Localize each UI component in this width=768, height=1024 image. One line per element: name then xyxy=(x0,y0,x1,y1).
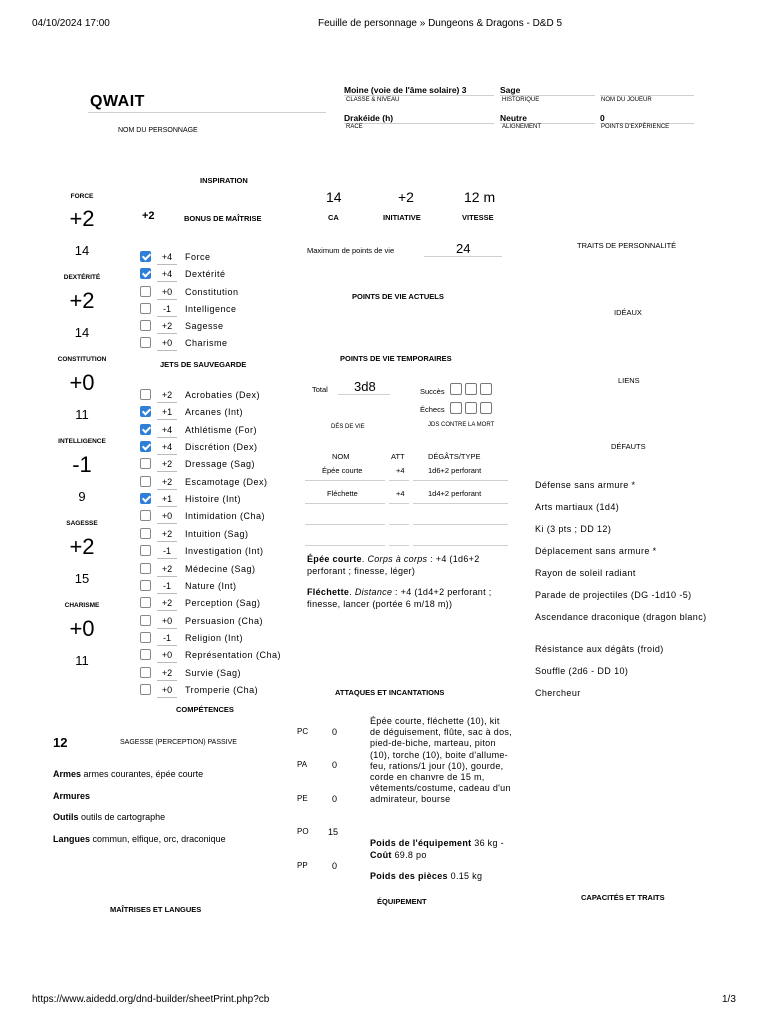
skill-checkbox[interactable] xyxy=(140,458,151,469)
skill-checkbox[interactable] xyxy=(140,406,151,417)
attacks-header-dmg: DÉGÂTS/TYPE xyxy=(428,452,481,461)
skill-name: Acrobaties (Dex) xyxy=(185,390,261,400)
skill-checkbox[interactable] xyxy=(140,580,151,591)
feature-item: Parade de projectiles (DG -1d10 -5) xyxy=(535,590,692,600)
death-success-label: Succès xyxy=(420,387,445,396)
armor-class-label: CA xyxy=(328,213,339,222)
death-success-box-2[interactable] xyxy=(465,383,477,395)
print-datetime: 04/10/2024 17:00 xyxy=(32,18,110,29)
ability-mod-intelligence: -1 xyxy=(72,452,92,477)
coin-value-pa: 0 xyxy=(332,760,338,770)
attack-row-name: Fléchette xyxy=(327,489,358,498)
attacks-header-att: ATT xyxy=(391,452,405,461)
ability-label-intelligence: INTELLIGENCE xyxy=(58,438,106,445)
save-check-constitution[interactable] xyxy=(140,286,151,297)
skill-checkbox[interactable] xyxy=(140,424,151,435)
skill-name: Dressage (Sag) xyxy=(185,459,256,469)
skill-bonus: +0 xyxy=(161,511,173,521)
ability-mod-sagesse: +2 xyxy=(69,534,95,559)
skill-bonus: -1 xyxy=(162,546,171,556)
speed-value: 12 m xyxy=(464,189,496,205)
save-name-intelligence: Intelligence xyxy=(185,304,237,314)
hp-current-label: POINTS DE VIE ACTUELS xyxy=(352,292,444,301)
hp-temp-label: POINTS DE VIE TEMPORAIRES xyxy=(340,354,452,363)
feature-item: Déplacement sans armure * xyxy=(535,546,657,556)
class-level-label: CLASSE & NIVEAU xyxy=(346,97,400,103)
skill-name: Religion (Int) xyxy=(185,633,244,643)
skill-checkbox[interactable] xyxy=(140,632,151,643)
skill-name: Perception (Sag) xyxy=(185,598,261,608)
skill-bonus: +2 xyxy=(161,459,173,469)
skill-name: Tromperie (Cha) xyxy=(185,685,259,695)
skill-name: Escamotage (Dex) xyxy=(185,477,268,487)
inspiration-label: INSPIRATION xyxy=(200,176,248,185)
hit-dice-label: DÉS DE VIE xyxy=(331,424,365,430)
skill-name: Investigation (Int) xyxy=(185,546,264,556)
skill-name: Survie (Sag) xyxy=(185,668,242,678)
attack-row-dmg: 1d4+2 perforant xyxy=(428,489,482,498)
equipment-label: ÉQUIPEMENT xyxy=(377,897,427,906)
skill-name: Persuasion (Cha) xyxy=(185,616,264,626)
attack-row-att: +4 xyxy=(396,466,405,475)
attacks-label: ATTAQUES ET INCANTATIONS xyxy=(335,688,445,697)
ability-label-constitution: CONSTITUTION xyxy=(57,356,107,363)
feature-item: Ascendance draconique (dragon blanc) xyxy=(535,612,707,622)
coin-label-pa: PA xyxy=(297,760,308,769)
coin-label-pp: PP xyxy=(297,861,308,870)
skill-checkbox[interactable] xyxy=(140,389,151,400)
ability-label-charisme: CHARISME xyxy=(64,602,100,609)
skill-checkbox[interactable] xyxy=(140,597,151,608)
skill-name: Arcanes (Int) xyxy=(185,407,244,417)
coin-label-pe: PE xyxy=(297,794,308,803)
ability-score-intelligence: 9 xyxy=(78,489,86,504)
xp-label: POINTS D'EXPÉRIENCE xyxy=(601,124,670,130)
skill-bonus: +0 xyxy=(161,650,173,660)
hp-max-value: 24 xyxy=(456,241,471,256)
armor-class-value: 14 xyxy=(326,189,342,205)
flaws-label: DÉFAUTS xyxy=(611,442,646,451)
ability-label-force: FORCE xyxy=(70,193,94,200)
save-bonus-sagesse: +2 xyxy=(161,321,173,331)
ability-label-dexterite: DEXTÉRITÉ xyxy=(63,274,101,281)
passive-perception-label: SAGESSE (PERCEPTION) PASSIVE xyxy=(120,739,237,746)
hit-dice-total-label: Total xyxy=(312,385,328,394)
print-title: Feuille de personnage » Dungeons & Dragons - D&D 5 xyxy=(318,18,563,29)
feature-item: Défense sans armure * xyxy=(535,480,636,490)
ability-score-constitution: 11 xyxy=(75,407,89,422)
death-fail-box-2[interactable] xyxy=(465,402,477,414)
skill-checkbox[interactable] xyxy=(140,667,151,678)
proficiencies-languages-label: MAÎTRISES ET LANGUES xyxy=(110,905,202,914)
save-check-intelligence[interactable] xyxy=(140,303,151,314)
death-fail-box-1[interactable] xyxy=(450,402,462,414)
skill-bonus: +4 xyxy=(161,425,173,435)
prof-armures: Armures xyxy=(53,791,91,801)
passive-perception-value: 12 xyxy=(53,735,68,750)
race-label: RACE xyxy=(346,124,363,130)
coin-value-po: 15 xyxy=(328,827,339,837)
ability-mod-dexterite: +2 xyxy=(69,288,95,313)
initiative-label: INITIATIVE xyxy=(383,213,421,222)
features-label: CAPACITÉS ET TRAITS xyxy=(581,893,665,902)
equipment-weight-cost: Poids de l'équipement 36 kg - Coût 69.8 po xyxy=(370,838,504,860)
hit-dice-value: 3d8 xyxy=(354,379,376,394)
death-success-box-1[interactable] xyxy=(450,383,462,395)
print-page-number: 1/3 xyxy=(722,994,736,1005)
coin-value-pe: 0 xyxy=(332,794,338,804)
attack-description-1: Épée courte. Corps à corps : +4 (1d6+2 perforant ; finesse, léger) xyxy=(307,554,480,576)
skill-checkbox[interactable] xyxy=(140,684,151,695)
bonds-label: LIENS xyxy=(618,376,640,385)
skill-bonus: +4 xyxy=(161,442,173,452)
skill-checkbox[interactable] xyxy=(140,493,151,504)
ability-score-sagesse: 15 xyxy=(74,571,90,586)
hp-max-label: Maximum de points de vie xyxy=(307,246,395,255)
prof-outils: Outils outils de cartographe xyxy=(53,812,166,822)
save-name-sagesse: Sagesse xyxy=(185,321,224,331)
death-fail-label: Échecs xyxy=(420,405,445,414)
skill-bonus: +0 xyxy=(161,685,173,695)
ideals-label: IDÉAUX xyxy=(614,308,642,317)
save-name-dexterite: Dextérité xyxy=(185,269,226,279)
skill-checkbox[interactable] xyxy=(140,649,151,660)
skill-checkbox[interactable] xyxy=(140,476,151,487)
skill-bonus: +1 xyxy=(161,494,173,504)
skill-bonus: +2 xyxy=(161,598,173,608)
ability-mod-constitution: +0 xyxy=(69,370,95,395)
ability-mod-charisme: +0 xyxy=(69,616,95,641)
skill-name: Représentation (Cha) xyxy=(185,650,282,660)
save-check-charisme[interactable] xyxy=(140,337,151,348)
skill-bonus: +2 xyxy=(161,668,173,678)
save-name-charisme: Charisme xyxy=(185,338,228,348)
coin-value-pc: 0 xyxy=(332,727,338,737)
speed-label: VITESSE xyxy=(462,213,494,222)
prof-armes: Armes armes courantes, épée courte xyxy=(53,769,204,779)
attack-row-dmg: 1d6+2 perforant xyxy=(428,466,482,475)
feature-item: Souffle (2d6 - DD 10) xyxy=(535,666,629,676)
alignment-value: Neutre xyxy=(500,113,527,123)
save-bonus-charisme: +0 xyxy=(161,338,173,348)
skills-label: COMPÉTENCES xyxy=(176,705,234,714)
saving-throws-label: JETS DE SAUVEGARDE xyxy=(160,360,247,369)
skill-checkbox[interactable] xyxy=(140,441,151,452)
attack-row-att: +4 xyxy=(396,489,405,498)
feature-item: Chercheur xyxy=(535,688,581,698)
save-bonus-force: +4 xyxy=(161,252,173,262)
skill-name: Athlétisme (For) xyxy=(185,425,258,435)
save-name-constitution: Constitution xyxy=(185,287,239,297)
death-success-box-3[interactable] xyxy=(480,383,492,395)
initiative-value: +2 xyxy=(398,189,414,205)
prof-langues: Langues commun, elfique, orc, draconique xyxy=(53,834,226,844)
background-label: HISTORIQUE xyxy=(502,97,540,103)
skill-bonus: +2 xyxy=(161,529,173,539)
save-check-force[interactable] xyxy=(140,251,151,262)
skill-name: Intuition (Sag) xyxy=(185,529,249,539)
print-url[interactable]: https://www.aidedd.org/dnd-builder/sheetPrint.php?cb xyxy=(32,994,270,1005)
proficiency-bonus-value: +2 xyxy=(142,210,155,222)
ability-score-dexterite: 14 xyxy=(74,325,90,340)
coin-label-pc: PC xyxy=(297,727,309,736)
ability-score-charisme: 11 xyxy=(75,653,89,668)
skill-name: Nature (Int) xyxy=(185,581,237,591)
character-name-label: NOM DU PERSONNAGE xyxy=(118,127,198,134)
skill-checkbox[interactable] xyxy=(140,545,151,556)
skill-name: Histoire (Int) xyxy=(185,494,242,504)
save-bonus-constitution: +0 xyxy=(161,287,173,297)
ability-label-sagesse: SAGESSE xyxy=(66,520,98,527)
skill-name: Intimidation (Cha) xyxy=(185,511,266,521)
attacks-header-name: NOM xyxy=(332,452,350,461)
skill-checkbox[interactable] xyxy=(140,528,151,539)
coin-label-po: PO xyxy=(297,827,309,836)
skill-name: Médecine (Sag) xyxy=(185,564,256,574)
coin-value-pp: 0 xyxy=(332,861,338,871)
skill-checkbox[interactable] xyxy=(140,563,151,574)
equipment-list: Épée courte, fléchette (10), kit de déguisement, flûte, sac à dos, pied-de-biche, marteau, piton (10), torche (10), boite d'allume-feu, rations/1 jour (10), gourde, corde en chanvre de 15 m, vêtements/costume, cadeau d'un admirateur, bourse xyxy=(370,716,512,805)
feature-item: Arts martiaux (1d4) xyxy=(535,502,620,512)
skill-name: Discrétion (Dex) xyxy=(185,442,258,452)
death-saves-label: JDS CONTRE LA MORT xyxy=(428,422,495,428)
personality-traits-label: TRAITS DE PERSONNALITÉ xyxy=(577,241,677,250)
save-name-force: Force xyxy=(185,252,211,262)
save-check-dexterite[interactable] xyxy=(140,268,151,279)
skill-bonus: +2 xyxy=(161,390,173,400)
feature-item: Résistance aux dégâts (froid) xyxy=(535,644,664,654)
save-bonus-intelligence: -1 xyxy=(162,304,171,314)
character-name: QWAIT xyxy=(90,93,145,110)
background-value: Sage xyxy=(500,85,521,95)
skill-bonus: -1 xyxy=(162,633,171,643)
save-bonus-dexterite: +4 xyxy=(161,269,173,279)
player-name-label: NOM DU JOUEUR xyxy=(601,97,652,103)
xp-value: 0 xyxy=(600,113,605,123)
proficiency-bonus-label: BONUS DE MAÎTRISE xyxy=(184,214,262,223)
feature-item: Ki (3 pts ; DD 12) xyxy=(535,524,612,534)
skill-bonus: +0 xyxy=(161,616,173,626)
ability-score-force: 14 xyxy=(74,243,90,258)
skill-checkbox[interactable] xyxy=(140,510,151,521)
skill-checkbox[interactable] xyxy=(140,615,151,626)
skill-bonus: -1 xyxy=(162,581,171,591)
race-value: Drakéide (h) xyxy=(344,113,394,123)
alignment-label: ALIGNEMENT xyxy=(502,124,542,130)
coin-weight: Poids des pièces 0.15 kg xyxy=(370,871,483,881)
attack-row-name: Épée courte xyxy=(322,466,363,475)
skill-bonus: +1 xyxy=(161,407,173,417)
skill-bonus: +2 xyxy=(161,477,173,487)
skill-bonus: +2 xyxy=(161,564,173,574)
attack-description-2: Fléchette. Distance : +4 (1d4+2 perforant ; finesse, lancer (portée 6 m/18 m)) xyxy=(307,587,492,609)
ability-mod-force: +2 xyxy=(69,206,95,231)
death-fail-box-3[interactable] xyxy=(480,402,492,414)
class-level-value: Moine (voie de l'âme solaire) 3 xyxy=(344,85,467,95)
feature-item: Rayon de soleil radiant xyxy=(535,568,636,578)
save-check-sagesse[interactable] xyxy=(140,320,151,331)
